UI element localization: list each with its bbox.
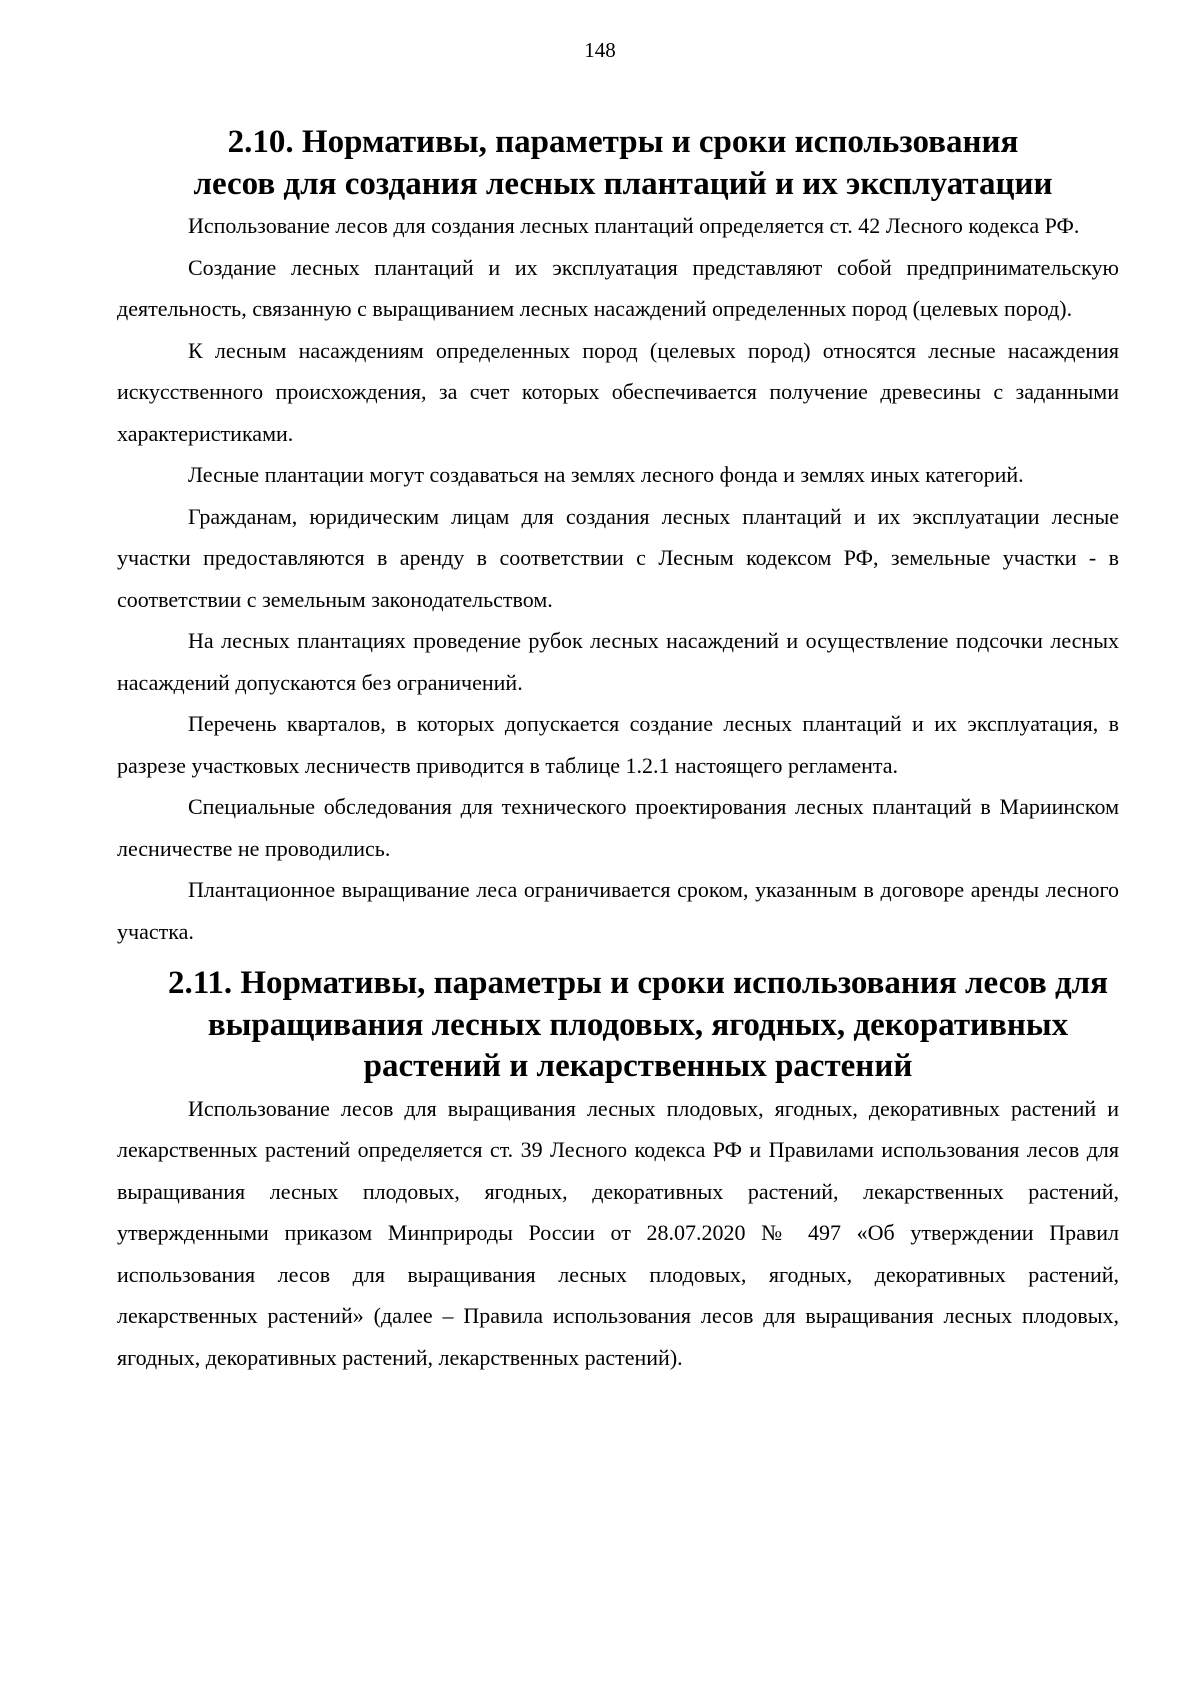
paragraph: К лесным насаждениям определенных пород (целевых пород) относятся лесные насаждения искусственного происхождения, за счет которых обеспечивается получение древесины с заданными характеристиками. <box>117 337 1119 446</box>
paragraph: На лесных плантациях проведение рубок лесных насаждений и осуществление подсочки лесных насаждений допускаются без ограничений. <box>117 628 1119 695</box>
paragraph: Плантационное выращивание леса ограничивается сроком, указанным в договоре аренды лесного участка. <box>117 877 1119 944</box>
paragraph: Специальные обследования для технического проектирования лесных плантаций в Мариинском лесничестве не проводились. <box>117 794 1119 861</box>
paragraph: Гражданам, юридическим лицам для создания лесных плантаций и их эксплуатации лесные участки предоставляются в аренду в соответствии с Лесным кодексом РФ, земельные участки - в соответствии с земельным законодательством. <box>117 503 1119 612</box>
paragraph: Перечень кварталов, в которых допускается создание лесных плантаций и их эксплуатация, в разрезе участковых лесничеств приводится в таблице 1.2.1 настоящего регламента. <box>117 711 1119 778</box>
paragraph: Использование лесов для создания лесных плантаций определяется ст. 42 Лесного кодекса РФ. <box>188 213 1080 238</box>
page-number: 148 <box>584 38 616 62</box>
section-heading-2-11: 2.11. Нормативы, параметры и сроки использования лесов для выращивания лесных плодовых, ягодных, декоративных растений и лекарственных растений <box>167 965 1109 1084</box>
paragraph: Лесные плантации могут создаваться на землях лесного фонда и землях иных категорий. <box>188 462 1024 487</box>
paragraph: Использование лесов для выращивания лесных плодовых, ягодных, декоративных растений и лекарственных растений определяется ст. 39 Лесного кодекса РФ и Правилами использования лесов для выращивания лесных плодовых, ягодных, декоративных растений, лекарственных растений, утвержденными приказом Минприроды России от 28.07.2020 № 497 «Об утверждении Правил использования лесов для выращивания лесных плодовых, ягодных, декоративных растений, лекарственных растений» (далее – Правила использования лесов для выращивания лесных плодовых, ягодных, декоративных растений, лекарственных растений). <box>117 1095 1119 1370</box>
paragraph: Создание лесных плантаций и их эксплуатация представляют собой предпринимательскую деятельность, связанную с выращиванием лесных насаждений определенных пород (целевых пород). <box>117 254 1119 321</box>
page-content <box>117 122 1119 1378</box>
section-heading-2-10: 2.10. Нормативы, параметры и сроки использования лесов для создания лесных плантаций и их эксплуатации <box>193 124 1053 202</box>
